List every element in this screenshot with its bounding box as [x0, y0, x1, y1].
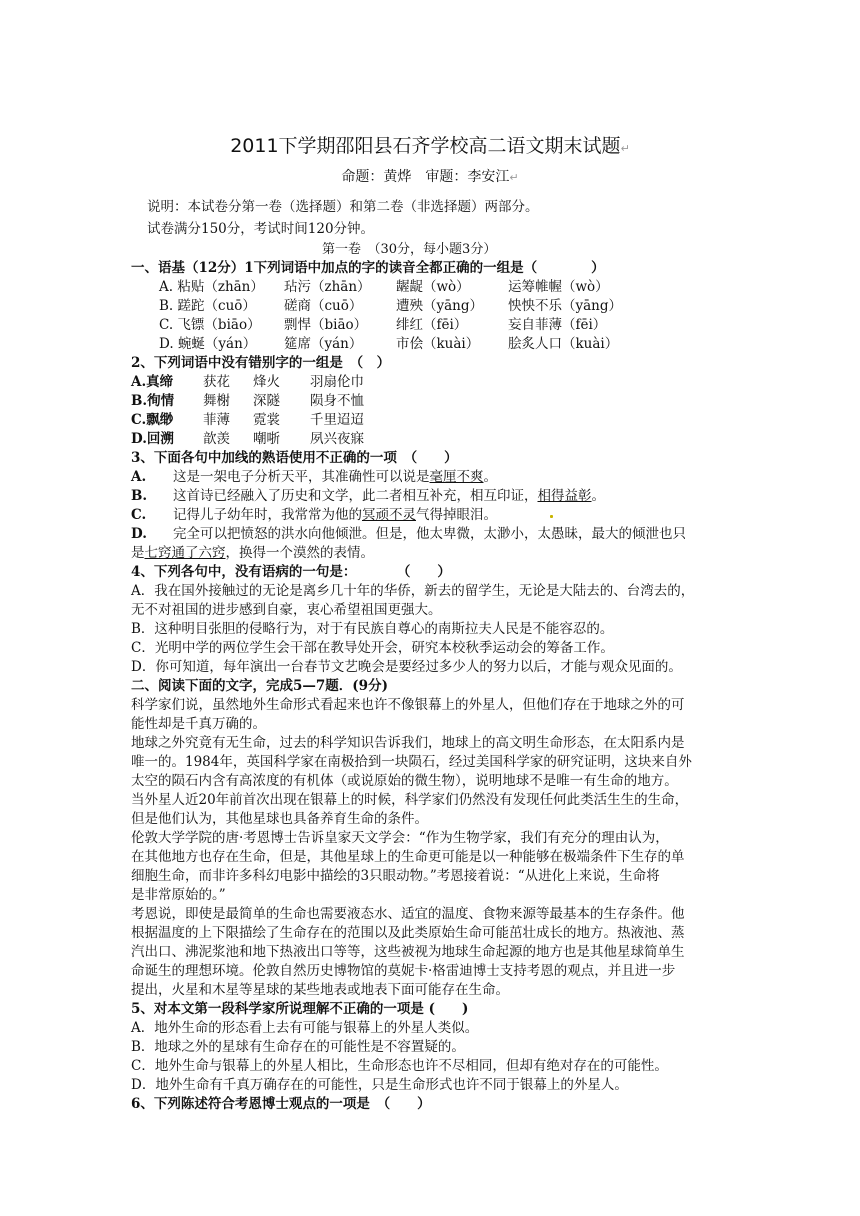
q1-option-b	[159, 297, 622, 316]
underlined-idiom: 冥顽不灵	[362, 507, 416, 523]
option-cell: B.徇情	[131, 393, 175, 409]
option-text: 这首诗已经融入了历史和文学，此二者相互补充，相互印证，	[173, 488, 538, 504]
q2-stem: 2、下列词语中没有错别字的一组是 （ ）	[131, 355, 391, 371]
paragraph-mark: ↵	[509, 171, 519, 184]
title-text: 2011下学期邵阳县石齐学校高二语文期末试题	[230, 135, 621, 157]
option-label: B.	[131, 488, 148, 504]
option-cell: 羽扇伦巾	[310, 374, 364, 390]
underlined-idiom: 七窍通了六窍	[144, 545, 226, 561]
underlined-idiom: 毫厘不爽	[429, 469, 484, 485]
passage-line: 提出，火星和木星等星球的某些地表或地表下面可能存在生命。	[131, 982, 509, 998]
passage-line: 考恩说，即使是最简单的生命也需要液态水、适宜的温度、食物来源等最基本的生存条件。他	[131, 906, 685, 922]
q4-option-a-line1: A．我在国外接触过的无论是离乡几十年的华侨，新去的留学生，无论是大陆去的、台湾去的，	[131, 583, 695, 599]
intro-line-2: 试卷满分150分，考试时间120分钟。	[147, 221, 375, 237]
option-cell: 绯红（fēi）	[396, 317, 468, 333]
option-text: 。	[591, 488, 605, 504]
option-cell: B. 蹉跎（cuō）	[159, 298, 256, 314]
authors-text: 命题：黄烨 审题：李安江	[341, 169, 510, 185]
option-cell: 遭殃（yāng）	[396, 298, 484, 314]
q1-option-c	[159, 316, 606, 335]
option-text: 这是一架电子分析天平，其准确性可以说是	[173, 469, 430, 485]
option-cell: 市侩（kuài）	[396, 336, 480, 352]
option-cell: C.飘缈	[131, 412, 174, 428]
q1-option-d	[159, 335, 618, 354]
passage-line: 当外星人近20年前首次出现在银幕上的时候，科学家们仍然没有发现任何此类活生生的生命，	[131, 792, 689, 808]
passage-line: 根据温度的上下限描绘了生命存在的范围以及此类原始生命可能茁壮成长的地方。热液池、蒸	[131, 925, 685, 941]
passage-line: 伦敦大学学院的唐·考恩博士告诉皇家天文学会：“作为生物学家，我们有充分的理由认为，	[131, 830, 669, 846]
q4-option-a-line2: 无不对祖国的进步感到自豪，衷心希望祖国更强大。	[131, 602, 442, 618]
option-cell: 怏怏不乐（yāng）	[508, 298, 623, 314]
option-cell: A. 粘贴（zhān）	[159, 279, 264, 295]
option-cell: 千里迢迢	[310, 412, 364, 428]
option-cell: 嘲哳	[253, 431, 280, 447]
option-cell: 夙兴夜寐	[310, 431, 364, 447]
passage-line: 命诞生的理想环境。伦敦自然历史博物馆的莫妮卡·格雷迪博士支持考恩的观点，并且进一步	[131, 963, 676, 979]
option-cell: 磋商（cuō）	[284, 298, 363, 314]
q4-stem: 4、下列各句中，没有语病的一句是： （ ）	[131, 564, 451, 580]
intro-line-1: 说明：本试卷分第一卷（选择题）和第二卷（非选择题）两部分。	[147, 199, 539, 215]
q3-stem: 3、下面各句中加线的熟语使用不正确的一项 （ ）	[131, 450, 458, 466]
paragraph-mark: ↵	[620, 142, 630, 155]
option-cell: 歆羡	[203, 431, 230, 447]
option-label: C.	[131, 507, 147, 523]
option-cell: 龌龊（wò）	[396, 279, 470, 295]
section-heading: 第一卷 （30分，每小题3分）	[322, 242, 497, 257]
option-cell: 剽悍（biāo）	[284, 317, 368, 333]
underlined-idiom: 相得益彰	[537, 488, 592, 504]
option-cell: A.真缔	[131, 374, 174, 390]
option-cell: D. 蜿蜒（yán）	[159, 336, 257, 352]
option-cell: 玷污（zhān）	[284, 279, 371, 295]
option-label: D.	[131, 526, 147, 542]
option-cell: C. 飞镖（biāo）	[159, 317, 261, 333]
page-title	[0, 131, 860, 158]
q1-stem: 一、语基（12分）1下列词语中加点的字的读音全都正确的一组是（ ）	[131, 260, 605, 276]
q5-option-b: B．地球之外的星球有生命存在的可能性是不容置疑的。	[131, 1039, 465, 1055]
passage-line: 在其他地方也存在生命，但是，其他星球上的生命更可能是以一种能够在极端条件下生存的单	[131, 849, 685, 865]
margin-dot	[550, 515, 553, 518]
option-cell: 运筹帷幄（wò）	[508, 279, 609, 295]
passage-line: 汽出口、沸泥浆池和地下热液出口等等，这些被视为地球生命起源的地方也是其他星球简单生	[131, 944, 685, 960]
option-label: A.	[131, 469, 147, 485]
passage-line: 太空的陨石内含有高浓度的有机体（或说原始的微生物），说明地球不是唯一有生命的地方。	[131, 773, 678, 789]
passage-line: 能性却是千真万确的。	[131, 716, 266, 732]
option-cell: 菲薄	[203, 412, 230, 428]
option-cell: 妄自菲薄（fēi）	[508, 317, 607, 333]
option-text: 是	[131, 545, 145, 561]
q4-option-d: D．你可知道，每年演出一台春节文艺晚会是要经过多少人的努力以后，才能与观众见面的。	[131, 659, 682, 675]
q4-option-c: C．光明中学的两位学生会干部在教导处开会，研究本校秋季运动会的筹备工作。	[131, 640, 614, 656]
reading-stem: 二、阅读下面的文字，完成5—7题．(9分)	[131, 678, 388, 694]
option-cell: 陨身不恤	[310, 393, 364, 409]
option-cell: 获花	[203, 374, 230, 390]
q3-option-c	[131, 506, 497, 525]
passage-line: 但是他们认为，其他星球也具备养育生命的条件。	[131, 811, 428, 827]
option-cell: D.回溯	[131, 431, 174, 447]
q5-stem: 5、对本文第一段科学家所说理解不正确的一项是 ( )	[131, 1001, 469, 1017]
passage-line: 科学家们说，虽然地外生命形式看起来也许不像银幕上的外星人，但他们存在于地球之外的可	[131, 697, 685, 713]
q5-option-a: A．地外生命的形态看上去有可能与银幕上的外星人类似。	[131, 1020, 479, 1036]
option-cell: 脍炙人口（kuài）	[508, 336, 619, 352]
q4-option-b: B．这种明目张胆的侵略行为，对于有民族自尊心的南斯拉夫人民是不能容忍的。	[131, 621, 614, 637]
q5-option-d: D．地外生命有千真万确存在的可能性，只是生命形式也许不同于银幕上的外星人。	[131, 1077, 628, 1093]
q3-option-d-line1	[131, 525, 686, 544]
q2-option-b	[131, 392, 364, 411]
q6-stem: 6、下列陈述符合考恩博士观点的一项是 （ ）	[131, 1096, 431, 1112]
authors-line	[0, 166, 860, 186]
option-text: 完全可以把愤怒的洪水向他倾泄。但是，他太卑微，太渺小，太愚昧，最大的倾泄也只	[173, 526, 686, 542]
option-cell: 深隧	[253, 393, 280, 409]
option-text: 。	[483, 469, 497, 485]
option-text: ，换得一个漠然的表情。	[225, 545, 374, 561]
q2-option-c	[131, 411, 364, 430]
q2-option-d	[131, 430, 364, 449]
option-cell: 筵席（yán）	[284, 336, 363, 352]
passage-line: 是非常原始的。”	[131, 887, 226, 903]
option-cell: 烽火	[253, 374, 280, 390]
passage-line: 地球之外究竟有无生命，过去的科学知识告诉我们，地球上的高文明生命形态，在太阳系内是	[131, 735, 685, 751]
passage-line: 唯一的。1984年，英国科学家在南极拾到一块陨石，经过美国科学家的研究证明，这块来自外	[131, 754, 692, 770]
q3-option-b	[131, 487, 605, 506]
option-text: 气得掉眼泪。	[416, 507, 497, 523]
passage-line: 细胞生命，而非许多科幻电影中描绘的3只眼动物。”考恩接着说：“从进化上来说，生命将	[131, 868, 660, 884]
q3-option-a	[131, 468, 497, 487]
option-text: 记得儿子幼年时，我常常为他的	[173, 507, 362, 523]
option-cell: 霓裳	[253, 412, 280, 428]
q5-option-c: C．地外生命与银幕上的外星人相比，生命形态也许不尽相同，但却有绝对存在的可能性。	[131, 1058, 668, 1074]
q3-option-d-line2	[131, 544, 374, 563]
q2-option-a	[131, 373, 364, 392]
option-cell: 舞榭	[203, 393, 230, 409]
q1-option-a	[159, 278, 609, 297]
